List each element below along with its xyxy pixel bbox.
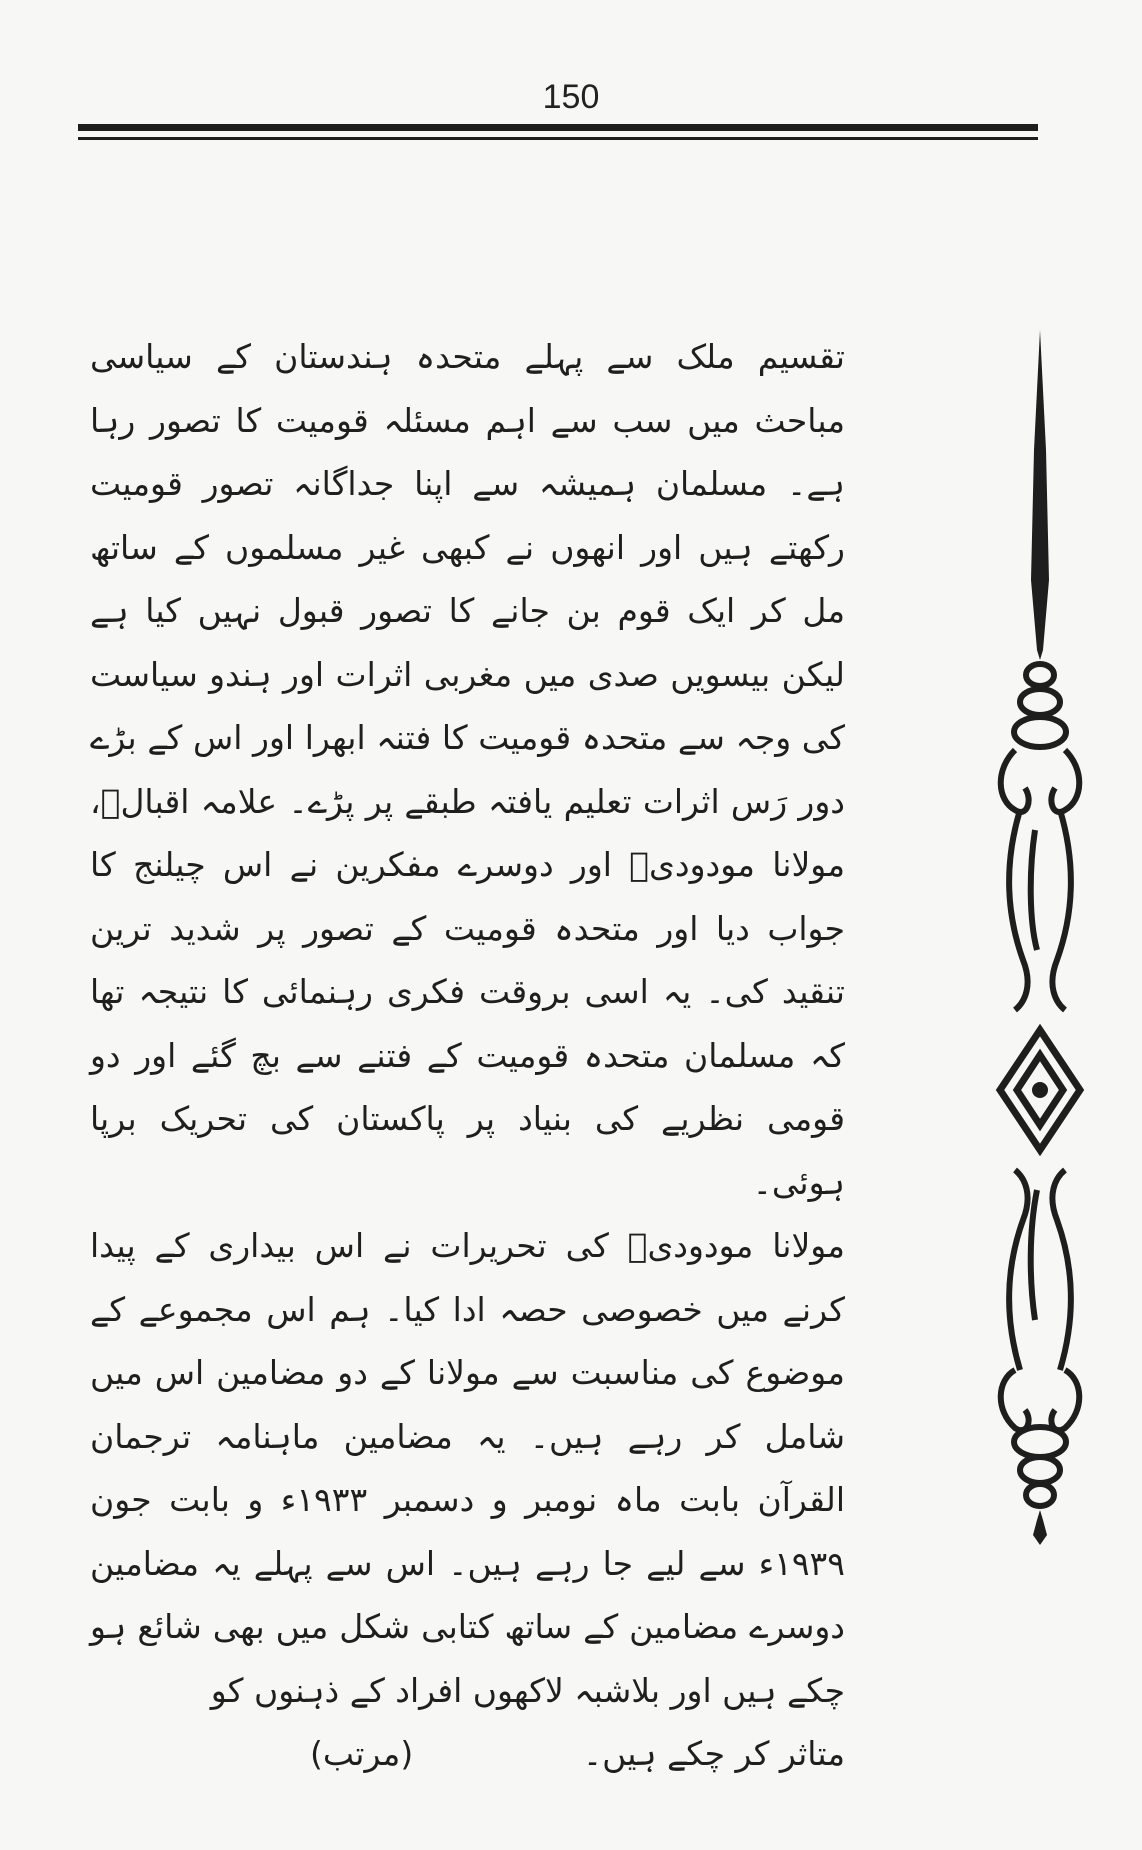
signature-line xyxy=(90,1722,845,1786)
header-rule-thin xyxy=(78,137,1038,140)
ornament-upper-scroll xyxy=(1001,664,1080,1010)
ornament-center-dot xyxy=(1032,1082,1048,1098)
paragraph-2: مولانا مودودیؒ کی تحریرات نے اس بیداری کے پیدا کرنے میں خصوصی حصہ ادا کیا۔ ہم اس مجموعے کے موضوع کی مناسبت سے مولانا کے دو مضامین اس میں شامل کر رہے ہیں۔ یہ مضامین ماہنامہ ترجمان القرآن بابت ماہ نومبر و دسمبر ۱۹۳۳ء و بابت جون ۱۹۳۹ء سے لیے جا رہے ہیں۔ اس سے پہلے یہ مضامین دوسرے مضامین کے ساتھ کتابی شکل میں بھی شائع ہو چکے ہیں اور بلاشبہ لاکھوں افراد کے ذہنوں کو xyxy=(90,1226,845,1710)
editor-credit: (مرتب) xyxy=(310,1734,414,1773)
paragraph-1: تقسیم ملک سے پہلے متحدہ ہندستان کے سیاسی مباحث میں سب سے اہم مسئلہ قومیت کا تصور رہا ہے۔ مسلمان ہمیشہ سے اپنا جداگانہ تصور قومیت رکھتے ہیں اور انھوں نے کبھی غیر مسلموں کے ساتھ مل کر ایک قوم بن جانے کا تصور قبول نہیں کیا ہے لیکن بیسویں صدی میں مغربی اثرات اور ہندو سیاست کی وجہ سے متحدہ قومیت کا فتنہ ابھرا اور اس کے بڑے دور رَس اثرات تعلیم یافتہ طبقے پر پڑے۔ علامہ اقبالؒ، مولانا مودودیؒ اور دوسرے مفکرین نے اس چیلنج کا جواب دیا اور متحدہ قومیت کے تصور پر شدید ترین تنقید کی۔ یہ اسی بروقت فکری رہنمائی کا نتیجہ تھا کہ مسلمان متحدہ قومیت کے فتنے سے بچ گئے اور دو قومی نظریے کی بنیاد پر پاکستان کی تحریک برپا ہوئی۔ xyxy=(90,337,845,1202)
ornament-bottom-spike xyxy=(1033,1510,1047,1545)
decorative-ornament-icon xyxy=(985,330,1095,1545)
ornament-lower-scroll xyxy=(1001,1170,1080,1506)
ornament-top-spike xyxy=(1031,330,1049,660)
closing-line: متاثر کر چکے ہیں۔ xyxy=(582,1734,845,1773)
text-column xyxy=(90,325,845,1786)
page-number: 150 xyxy=(542,78,600,116)
header-rule-thick xyxy=(78,124,1038,131)
